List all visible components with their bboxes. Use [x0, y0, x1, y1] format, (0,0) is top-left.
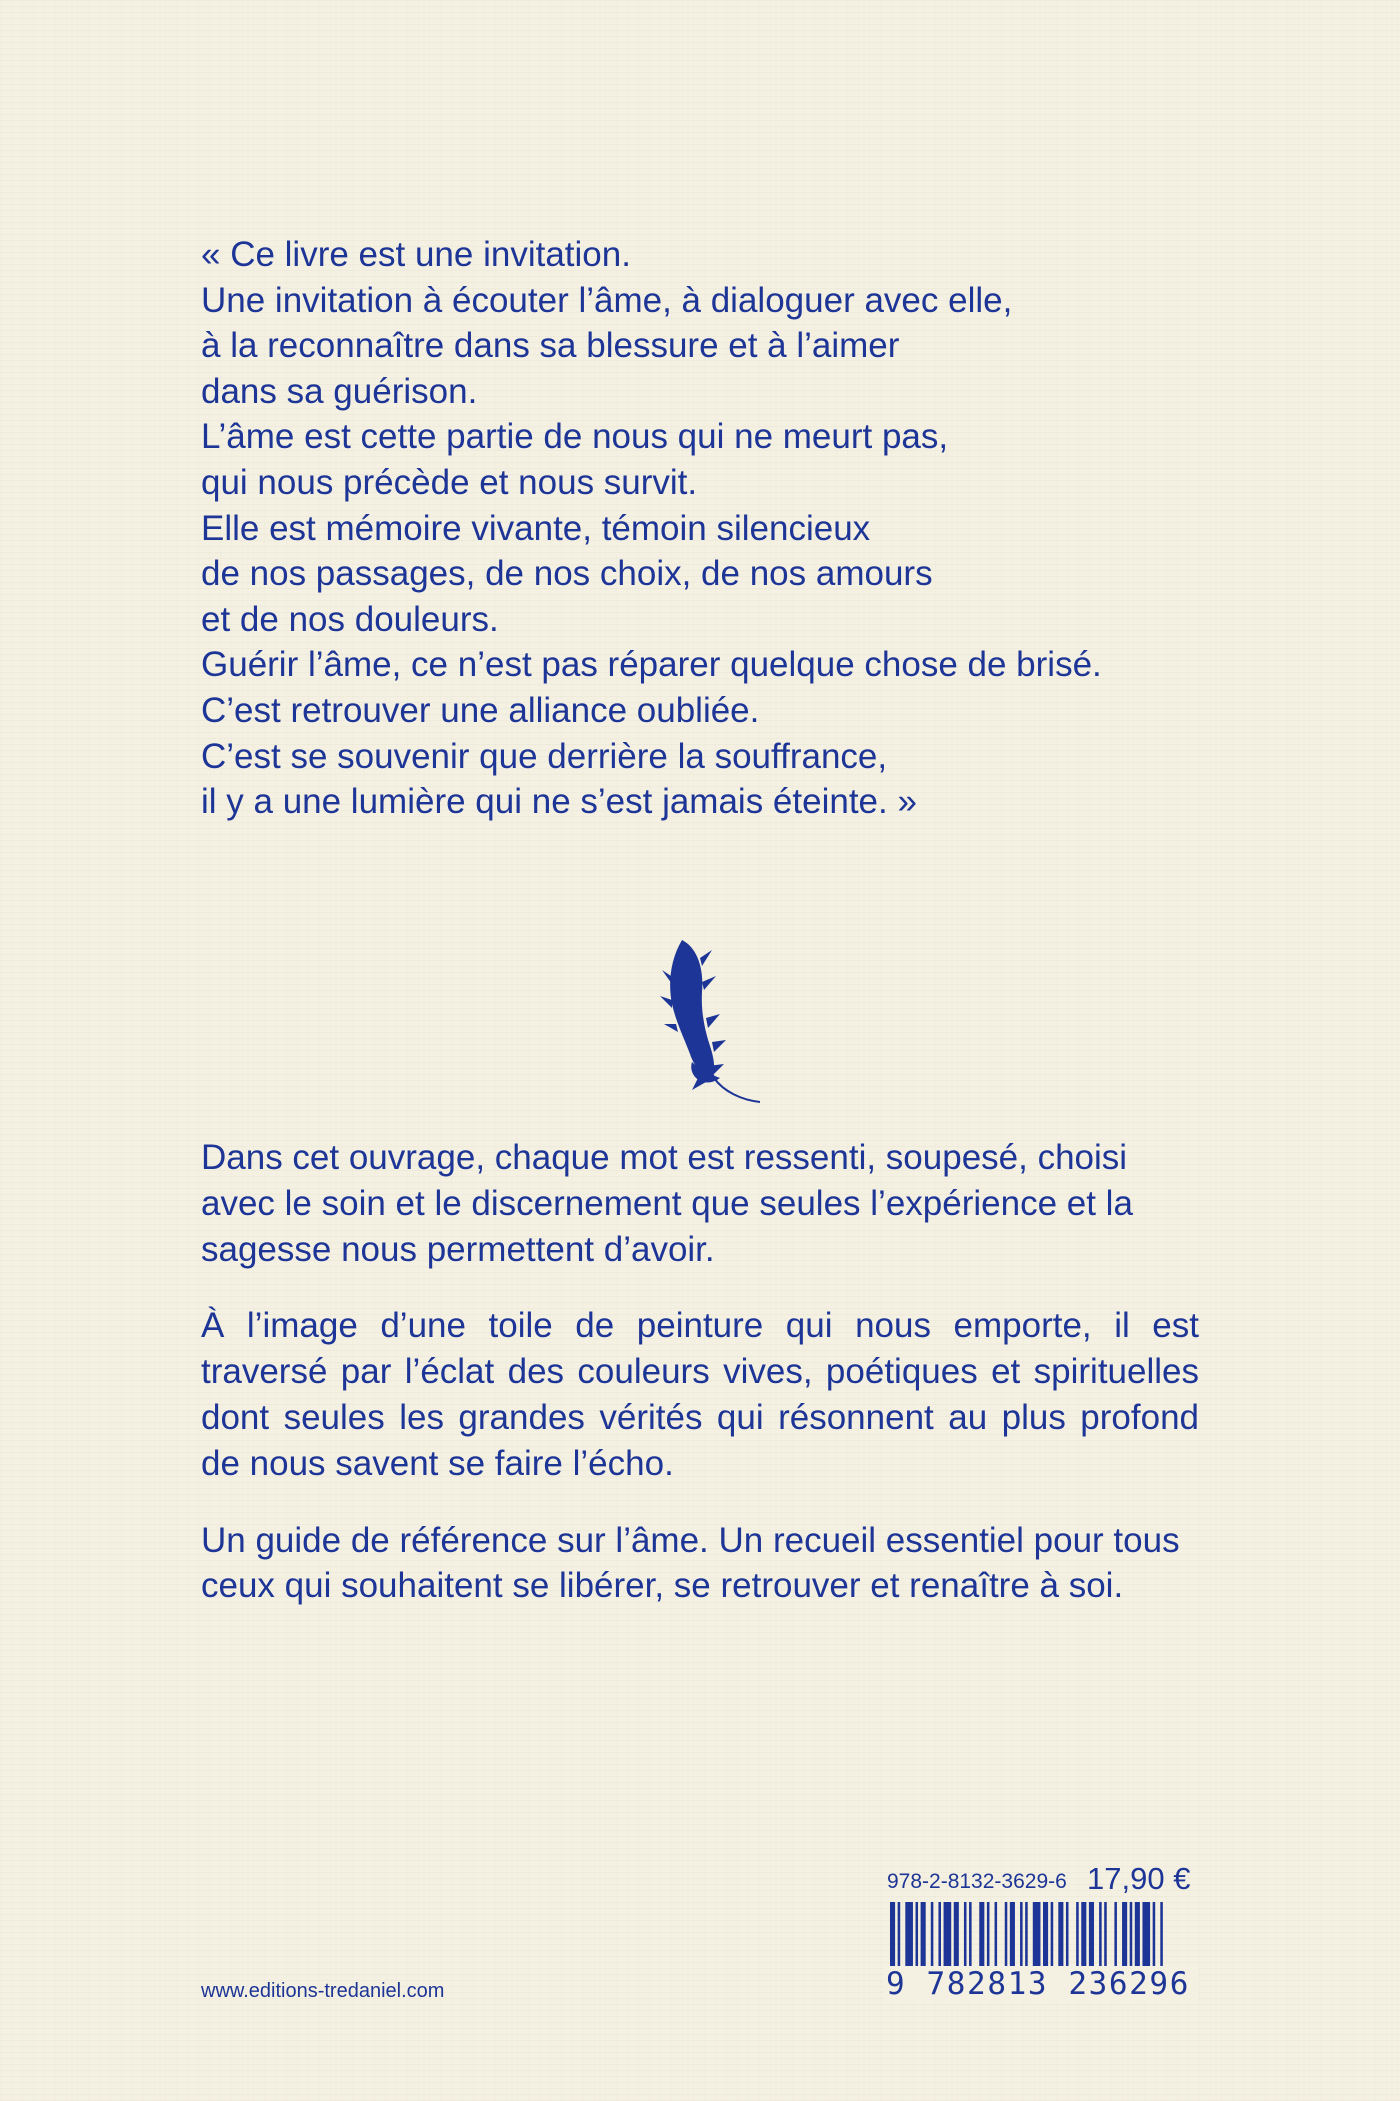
description-paragraph: À l’image d’une toile de peinture qui nous emporte, il est traversé par l’éclat des couleurs vives, poétiques et spirituelles dont seules les grandes vérités qui résonnent au plus profond de nous savent se faire l’écho.	[201, 1306, 1199, 1483]
barcode-bar	[1153, 1902, 1156, 1966]
quote-line: à la reconnaître dans sa blessure et à l’aimer	[201, 326, 900, 366]
quote-line: de nos passages, de nos choix, de nos amours	[201, 554, 933, 594]
price: 17,90 €	[1087, 1861, 1191, 1896]
barcode-bar	[1114, 1902, 1117, 1966]
barcode-bar	[1142, 1902, 1150, 1966]
quote-line: qui nous précède et nous survit.	[201, 462, 698, 502]
barcode-bar	[1099, 1902, 1102, 1966]
barcode-bar	[995, 1902, 998, 1966]
barcode-bar	[1076, 1902, 1079, 1966]
description-paragraph: Un guide de référence sur l’âme. Un recueil essentiel pour tous ceux qui souhaitent se libérer, se retrouver et renaître à soi.	[201, 1520, 1180, 1606]
barcode-bar	[1130, 1902, 1133, 1966]
quote-line: Une invitation à écouter l’âme, à dialoguer avec elle,	[201, 280, 1013, 320]
barcode-bar	[1020, 1902, 1023, 1966]
quote-line: et de nos douleurs.	[201, 599, 499, 639]
quote-line: C’est se souvenir que derrière la souffrance,	[201, 736, 888, 776]
quote-line: dans sa guérison.	[201, 371, 478, 411]
barcode-bar	[916, 1902, 919, 1966]
barcode-bar	[964, 1902, 967, 1966]
isbn-number: 978-2-8132-3629-6	[887, 1870, 1067, 1893]
book-description	[201, 1135, 1199, 1640]
barcode-bar	[979, 1902, 984, 1966]
barcode-bar	[1135, 1902, 1140, 1966]
barcode-bar	[938, 1902, 941, 1966]
barcode-bar	[954, 1902, 959, 1966]
barcode-bar	[931, 1902, 934, 1966]
barcode-bar	[905, 1902, 913, 1966]
quote-line: C’est retrouver une alliance oubliée.	[201, 690, 760, 730]
quote-line: il y a une lumière qui ne s’est jamais éteinte. »	[201, 782, 917, 822]
feather-icon	[652, 938, 762, 1106]
quote-line: « Ce livre est une invitation.	[201, 235, 631, 274]
barcode-bar	[1081, 1902, 1086, 1966]
barcode-bar	[1066, 1902, 1069, 1966]
quote-line: Elle est mémoire vivante, témoin silencieux	[201, 508, 871, 548]
barcode-bar	[921, 1902, 926, 1966]
description-paragraph: Dans cet ouvrage, chaque mot est ressenti, soupesé, choisi avec le soin et le discernement que seules l’expérience et la sagesse nous permettent d’avoir.	[201, 1138, 1133, 1269]
barcode-bar	[1058, 1902, 1063, 1966]
barcode-bar	[1010, 1902, 1015, 1966]
quote-line: L’âme est cette partie de nous qui ne meurt pas,	[201, 417, 949, 457]
barcode-bar	[1104, 1902, 1107, 1966]
barcode-bar	[1005, 1902, 1008, 1966]
barcode-bar	[1051, 1902, 1054, 1966]
publisher-website[interactable]: www.editions-tredaniel.com	[201, 1980, 445, 2002]
barcode-bar	[1089, 1902, 1094, 1966]
back-cover-quote	[201, 232, 1201, 825]
barcode-bar	[944, 1902, 952, 1966]
barcode-bar	[1122, 1902, 1127, 1966]
barcode-bar	[987, 1902, 990, 1966]
barcode-bar	[1043, 1902, 1048, 1966]
barcode-bar	[969, 1902, 972, 1966]
quote-line: Guérir l’âme, ce n’est pas réparer quelque chose de brisé.	[201, 645, 1102, 685]
barcode-digits: 9 782813 236296	[884, 1966, 1198, 2002]
